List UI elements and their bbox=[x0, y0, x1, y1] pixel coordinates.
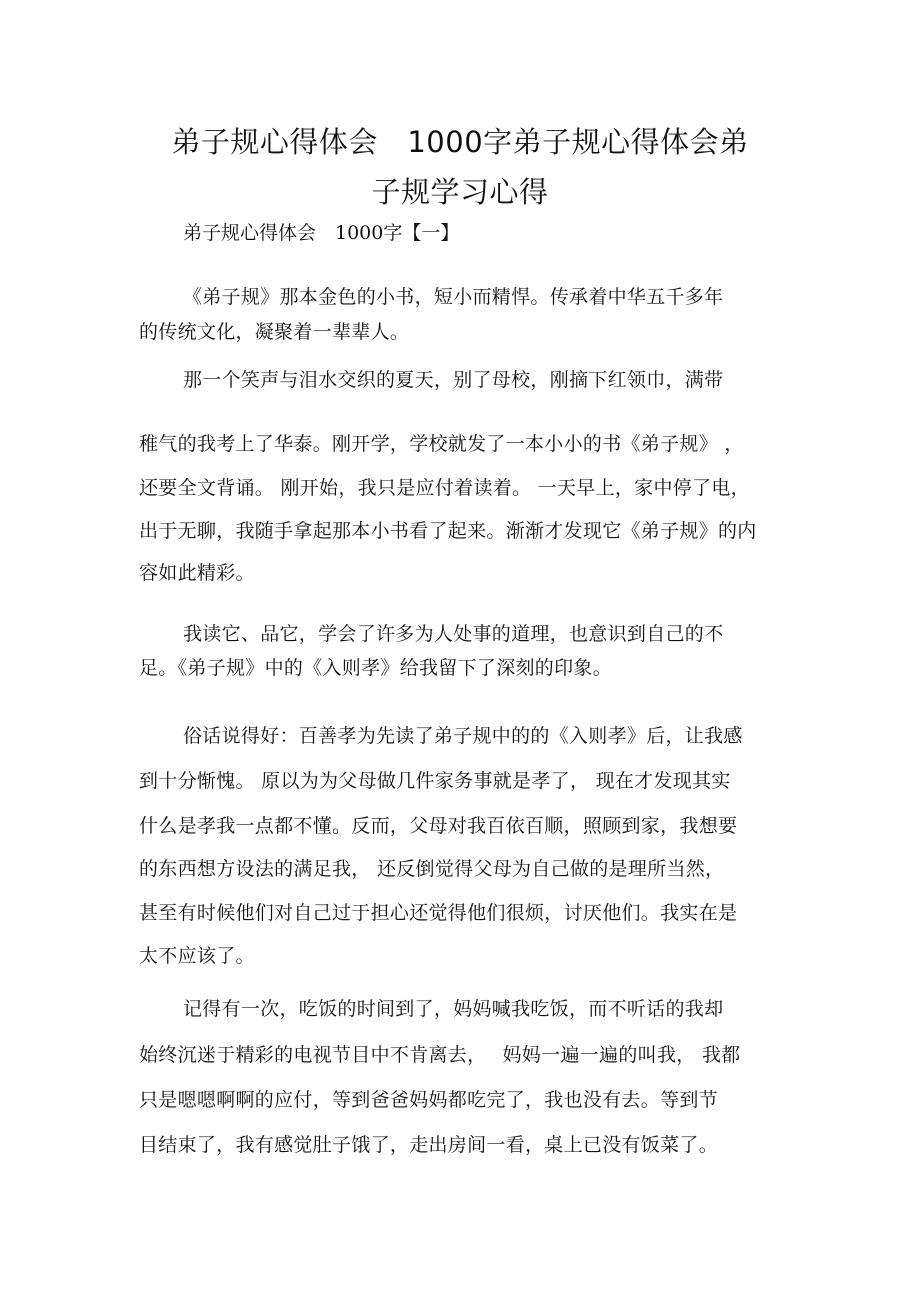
body-line: 俗话说得好：百善孝为先读了弟子规中的的《入则孝》后，让我感 bbox=[183, 725, 743, 747]
body-line: 《弟子规》那本金色的小书，短小而精悍。传承着中华五千多年 bbox=[183, 286, 724, 308]
body-line: 出于无聊，我随手拿起那本小书看了起来。渐渐才发现它《弟子规》的内 bbox=[139, 520, 757, 542]
body-line: 那一个笑声与泪水交织的夏天，别了母校，刚摘下红领巾，满带 bbox=[183, 369, 724, 391]
body-line: 稚气的我考上了华泰。刚开学，学校就发了一本小小的书《弟子规》 ， bbox=[139, 433, 744, 455]
body-line: 的东西想方设法的满足我， 还反倒觉得父母为自己做的是理所当然， bbox=[139, 858, 725, 880]
document-subtitle: 弟子规心得体会 1000字【一】 bbox=[183, 222, 460, 244]
body-line: 足。《弟子规》中的《入则孝》给我留下了深刻的印象。 bbox=[139, 657, 613, 679]
body-line: 太不应该了。 bbox=[139, 945, 255, 967]
body-line: 到十分惭愧。 原以为为父母做几件家务事就是孝了， 现在才发现其实 bbox=[139, 770, 731, 792]
body-line: 我读它、品它，学会了许多为人处事的道理，也意识到自己的不 bbox=[183, 623, 724, 645]
body-line: 始终沉迷于精彩的电视节目中不肯离去， 妈妈一遍一遍的叫我， 我都 bbox=[139, 1044, 741, 1066]
body-line: 甚至有时候他们对自己过于担心还觉得他们很烦，讨厌他们。我实在是 bbox=[139, 902, 738, 924]
body-line: 什么是孝我一点都不懂。反而，父母对我百依百顺，照顾到家，我想要 bbox=[139, 815, 738, 837]
body-line: 的传统文化，凝聚着一辈辈人。 bbox=[139, 321, 410, 343]
body-line: 还要全文背诵。 刚开始，我只是应付着读着。 一天早上，家中停了电， bbox=[139, 477, 750, 499]
body-line: 容如此精彩。 bbox=[139, 562, 255, 584]
body-line: 目结束了，我有感觉肚子饿了，走出房间一看，桌上已没有饭菜了。 bbox=[139, 1134, 719, 1156]
body-line: 记得有一次，吃饭的时间到了，妈妈喊我吃饭，而不听话的我却 bbox=[183, 998, 724, 1020]
document-title-line-2: 子规学习心得 bbox=[371, 175, 549, 209]
document-title-line-1: 弟子规心得体会 1000字弟子规心得体会弟 bbox=[171, 125, 749, 159]
body-line: 只是嗯嗯啊啊的应付，等到爸爸妈妈都吃完了，我也没有去。等到节 bbox=[139, 1089, 719, 1111]
